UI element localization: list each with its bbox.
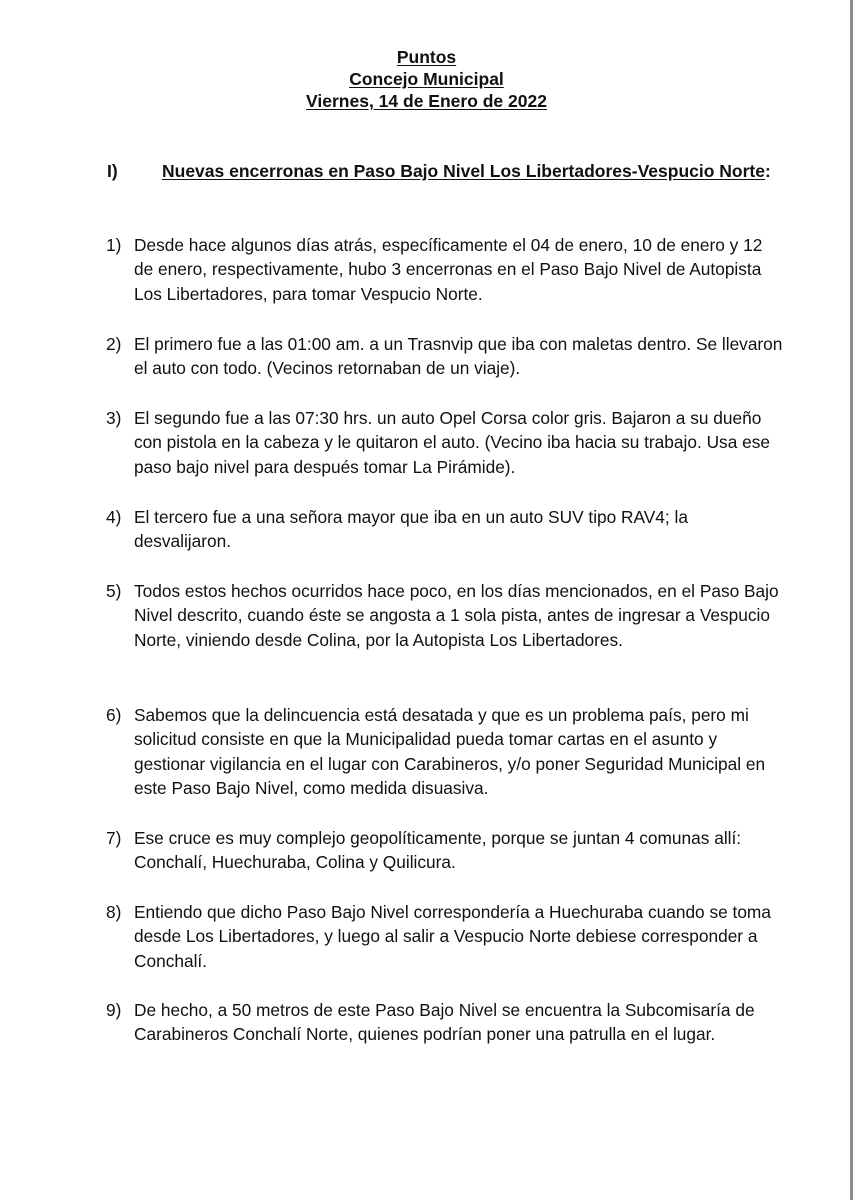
section-number: I): [107, 161, 118, 181]
list-item-text: Ese cruce es muy complejo geopolíticamente, porque se juntan 4 comunas allí: Conchalí, Huechuraba, Colina y Quilicura.: [134, 828, 742, 873]
list-item-text: El primero fue a las 01:00 am. a un Trasnvip que iba con maletas dentro. Se llevaron el auto con todo. (Vecinos retornaban de un viaje).: [134, 334, 783, 379]
list-item-number: 1): [106, 235, 122, 255]
list-item-number: 8): [106, 902, 122, 922]
list-item-text: El tercero fue a una señora mayor que iba en un auto SUV tipo RAV4; la desvalijaron.: [134, 507, 688, 552]
list-item-number: 7): [106, 828, 122, 848]
header-title: Puntos: [396, 47, 457, 67]
list-item-text: De hecho, a 50 metros de este Paso Bajo Nivel se encuentra la Subcomisaría de Carabineros Conchalí Norte, quienes podrían poner una patrulla en el lugar.: [134, 1000, 755, 1045]
list-item-number: 2): [106, 334, 122, 354]
list-item-number: 5): [106, 581, 122, 601]
section-title: [162, 159, 787, 183]
list-item-number: 4): [106, 507, 122, 527]
header-date: Viernes, 14 de Enero de 2022: [306, 91, 547, 111]
list-item-text: Desde hace algunos días atrás, específicamente el 04 de enero, 10 de enero y 12 de enero, respectivamente, hubo 3 encerronas en el Paso Bajo Nivel de Autopista Los Libertadores, para tomar Vespucio Norte.: [134, 235, 763, 304]
section-title-text: Nuevas encerronas en Paso Bajo Nivel Los Libertadores-Vespucio Norte: [162, 161, 765, 181]
header-subtitle: Concejo Municipal: [349, 69, 504, 89]
list-item-number: 6): [106, 705, 122, 725]
list-item-number: 3): [106, 408, 122, 428]
list-item-number: 9): [106, 1000, 122, 1020]
list-item-text: Sabemos que la delincuencia está desatada y que es un problema país, pero mi solicitud consiste en que la Municipalidad pueda tomar cartas en el asunto y gestionar vigilancia en el lugar con Carabineros, y/o poner Seguridad Municipal en este Paso Bajo Nivel, como medida disuasiva.: [134, 705, 766, 798]
section-title-colon: :: [764, 161, 771, 181]
list-item-text: El segundo fue a las 07:30 hrs. un auto Opel Corsa color gris. Bajaron a su dueño con pistola en la cabeza y le quitaron el auto. (Vecino iba hacia su trabajo. Usa ese paso bajo nivel para después tomar La Pirámide).: [134, 408, 770, 477]
list-item-text: Todos estos hechos ocurridos hace poco, en los días mencionados, en el Paso Bajo Nivel descrito, cuando éste se angosta a 1 sola pista, antes de ingresar a Vespucio Norte, viniendo desde Colina, por la Autopista Los Libertadores.: [134, 581, 779, 650]
document-header: [0, 46, 853, 112]
list-item-text: Entiendo que dicho Paso Bajo Nivel correspondería a Huechuraba cuando se toma desde Los Libertadores, y luego al salir a Vespucio Norte debiese corresponder a Conchalí.: [134, 902, 771, 971]
